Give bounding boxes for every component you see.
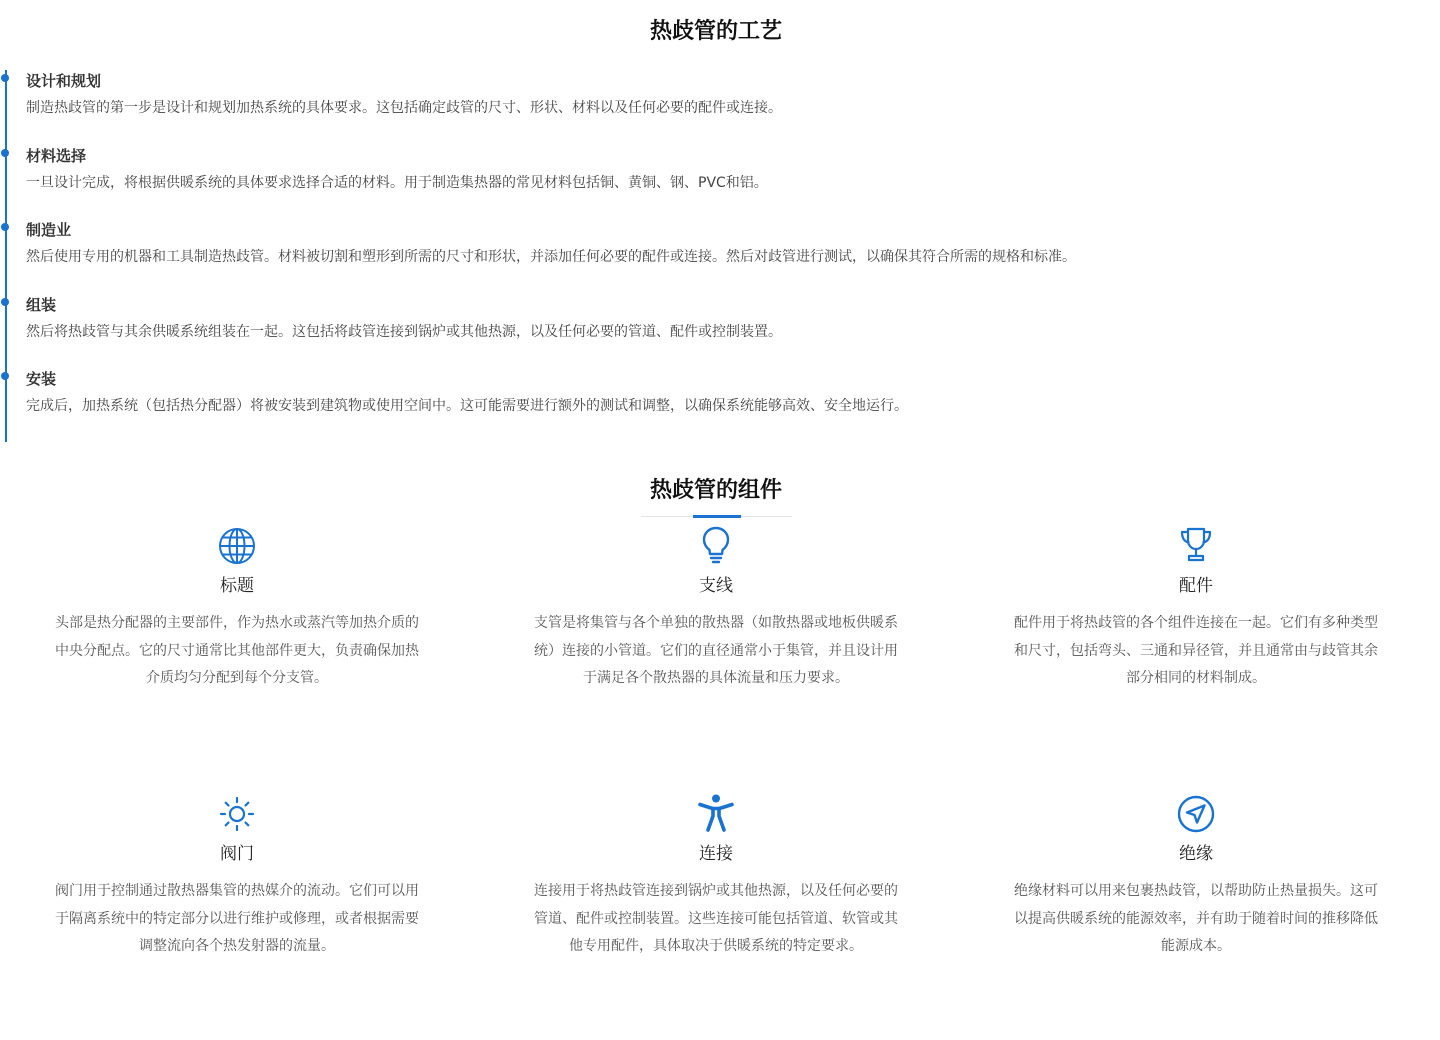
process-timeline xyxy=(0,66,1440,442)
step-description: 完成后，加热系统（包括热分配器）将被安装到建筑物或使用空间中。这可能需要进行额外的测试和调整，以确保系统能够高效、安全地运行。 xyxy=(26,398,908,414)
card-description: 绝缘材料可以用来包裹热歧管，以帮助防止热量损失。这可以提高供暖系统的能源效率，并有助于随着时间的推移降低能源成本。 xyxy=(1014,883,1378,954)
card-description: 连接用于将热歧管连接到锅炉或其他热源，以及任何必要的管道、配件或控制装置。这些连接可能包括管道、软管或其他专用配件，具体取决于供暖系统的特定要求。 xyxy=(534,883,898,954)
card-description: 阀门用于控制通过散热器集管的热媒介的流动。它们可以用于隔离系统中的特定部分以进行维护或修理，或者根据需要调整流向各个热发射器的流量。 xyxy=(55,883,419,954)
card-title: 标题 xyxy=(220,576,254,596)
step-title: 材料选择 xyxy=(26,147,87,165)
step-description: 制造热歧管的第一步是设计和规划加热系统的具体要求。这包括确定歧管的尺寸、形状、材料以及任何必要的配件或连接。 xyxy=(26,100,782,116)
navigation-icon xyxy=(1176,793,1216,833)
step-description: 然后将热歧管与其余供暖系统组装在一起。这包括将歧管连接到锅炉或其他热源，以及任何必要的管道、配件或控制装置。 xyxy=(26,324,782,340)
card-description: 头部是热分配器的主要部件，作为热水或蒸汽等加热介质的中央分配点。它的尺寸通常比其他部件更大，负责确保加热介质均匀分配到每个分支管。 xyxy=(55,615,419,686)
timeline-step-design xyxy=(26,71,1416,118)
timeline-dot xyxy=(1,149,9,157)
timeline-line xyxy=(5,70,7,442)
component-card-fittings xyxy=(1006,525,1386,693)
timeline-dot xyxy=(1,223,9,231)
timeline-step-materials xyxy=(26,146,1416,193)
lightbulb-icon xyxy=(696,525,736,565)
timeline-dot xyxy=(1,298,9,306)
step-description: 一旦设计完成，将根据供暖系统的具体要求选择合适的材料。用于制造集热器的常见材料包括铜、黄铜、钢、PVC和铝。 xyxy=(26,175,768,191)
step-title: 设计和规划 xyxy=(26,72,102,90)
component-card-connection xyxy=(526,793,906,961)
timeline-dot xyxy=(1,74,9,82)
card-description: 支管是将集管与各个单独的散热器（如散热器或地板供暖系统）连接的小管道。它们的直径通常小于集管，并且设计用于满足各个散热器的具体流量和压力要求。 xyxy=(534,615,898,686)
timeline-step-installation xyxy=(26,369,1416,416)
accessibility-icon xyxy=(696,793,736,833)
card-title: 连接 xyxy=(699,844,733,864)
craft-section-title: 热歧管的工艺 xyxy=(649,19,782,44)
globe-icon xyxy=(217,525,257,565)
step-title: 组装 xyxy=(26,296,57,314)
card-title: 绝缘 xyxy=(1179,844,1213,864)
component-card-header xyxy=(47,525,427,693)
step-title: 制造业 xyxy=(26,221,72,239)
card-title: 配件 xyxy=(1179,576,1213,596)
component-card-valve xyxy=(47,793,427,961)
timeline-dot xyxy=(1,372,9,380)
component-card-insulation xyxy=(1006,793,1386,961)
trophy-icon xyxy=(1176,525,1216,565)
components-section-title: 热歧管的组件 xyxy=(649,478,782,503)
timeline-step-assembly xyxy=(26,295,1416,342)
title-divider-accent xyxy=(693,515,741,518)
step-title: 安装 xyxy=(26,370,57,388)
card-title: 阀门 xyxy=(220,844,254,864)
component-card-branch xyxy=(526,525,906,693)
card-title: 支线 xyxy=(699,576,733,596)
timeline-step-manufacturing xyxy=(26,220,1416,267)
card-description: 配件用于将热歧管的各个组件连接在一起。它们有多种类型和尺寸，包括弯头、三通和异径管，并且通常由与歧管其余部分相同的材料制成。 xyxy=(1014,615,1378,686)
step-description: 然后使用专用的机器和工具制造热歧管。材料被切割和塑形到所需的尺寸和形状，并添加任何必要的配件或连接。然后对歧管进行测试，以确保其符合所需的规格和标准。 xyxy=(26,249,1076,265)
sun-icon xyxy=(217,793,257,833)
